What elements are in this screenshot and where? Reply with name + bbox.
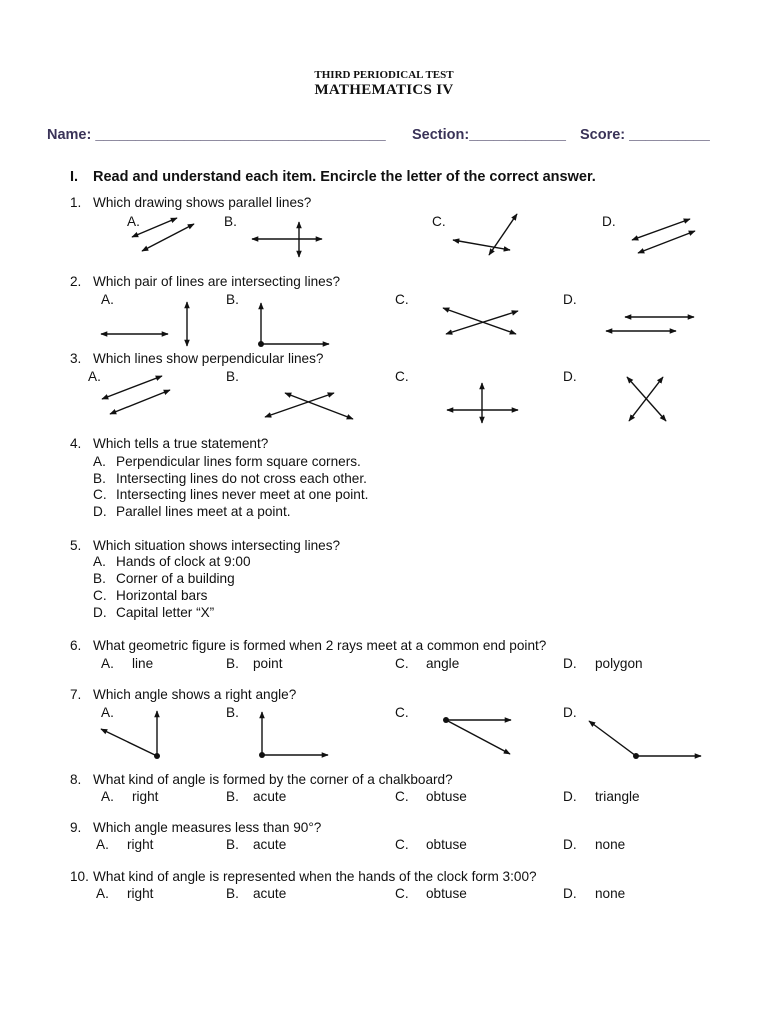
- option-text: right: [127, 837, 154, 852]
- option-letter[interactable]: B.: [93, 471, 106, 486]
- option-letter[interactable]: B.: [226, 292, 239, 307]
- option-text: Intersecting lines never meet at one point.: [116, 487, 369, 502]
- perpendicular-lines-figure-q3c[interactable]: [447, 383, 518, 423]
- option-letter[interactable]: C.: [395, 789, 409, 804]
- question-number: 3.: [70, 351, 82, 366]
- score-field[interactable]: Score: __________: [580, 127, 710, 143]
- option-text: angle: [426, 656, 460, 671]
- option-text: line: [132, 656, 154, 671]
- option-letter[interactable]: C.: [93, 588, 107, 603]
- intersecting-lines-figure-q3b[interactable]: [265, 393, 353, 419]
- question-text: What kind of angle is represented when the hands of the clock form 3:00?: [93, 869, 537, 884]
- parallel-lines-figure-q3a[interactable]: [102, 376, 170, 414]
- option-text: acute: [253, 789, 287, 804]
- question-text: Which angle measures less than 90°?: [93, 820, 322, 835]
- option-text: obtuse: [426, 886, 467, 901]
- option-text: obtuse: [426, 789, 467, 804]
- option-text: acute: [253, 837, 287, 852]
- question-number: 4.: [70, 436, 82, 451]
- option-text: Parallel lines meet at a point.: [116, 504, 291, 519]
- rays-figure-q2b[interactable]: [258, 303, 329, 347]
- option-letter[interactable]: C.: [93, 487, 107, 502]
- option-letter[interactable]: B.: [93, 571, 106, 586]
- question-number: 6.: [70, 638, 82, 653]
- option-letter[interactable]: C.: [395, 705, 409, 720]
- option-letter[interactable]: A.: [88, 369, 101, 384]
- question-number: 5.: [70, 538, 82, 553]
- option-text: right: [127, 886, 154, 901]
- option-letter[interactable]: D.: [93, 504, 107, 519]
- parallel-lines-figure-q1a[interactable]: [132, 218, 194, 251]
- question-text: Which drawing shows parallel lines?: [93, 195, 312, 210]
- option-letter[interactable]: B.: [226, 837, 239, 852]
- name-field[interactable]: Name: ____________________________________: [47, 127, 386, 143]
- question-number: 8.: [70, 772, 82, 787]
- option-letter[interactable]: A.: [101, 789, 114, 804]
- option-text: Corner of a building: [116, 571, 235, 586]
- parallel-lines-figure-q2d[interactable]: [606, 317, 694, 331]
- option-letter[interactable]: B.: [226, 789, 239, 804]
- instruction-text: Read and understand each item. Encircle the letter of the correct answer.: [93, 169, 596, 185]
- question-number: 1.: [70, 195, 82, 210]
- option-letter[interactable]: C.: [395, 369, 409, 384]
- option-letter[interactable]: B.: [226, 369, 239, 384]
- option-letter[interactable]: D.: [563, 656, 577, 671]
- option-letter[interactable]: A.: [96, 886, 109, 901]
- option-text: right: [132, 789, 159, 804]
- option-letter[interactable]: D.: [93, 605, 107, 620]
- option-letter[interactable]: B.: [226, 886, 239, 901]
- option-letter[interactable]: A.: [96, 837, 109, 852]
- option-text: none: [595, 886, 626, 901]
- intersecting-lines-figure-q1c[interactable]: [453, 214, 517, 255]
- option-letter[interactable]: A.: [93, 554, 106, 569]
- option-letter[interactable]: A.: [101, 292, 114, 307]
- option-letter[interactable]: D.: [563, 837, 577, 852]
- option-letter[interactable]: A.: [127, 214, 140, 229]
- option-letter[interactable]: C.: [395, 656, 409, 671]
- option-letter[interactable]: D.: [563, 886, 577, 901]
- question-number: 2.: [70, 274, 82, 289]
- perpendicular-lines-figure-q3d[interactable]: [627, 377, 666, 421]
- option-letter[interactable]: D.: [563, 789, 577, 804]
- option-letter[interactable]: A.: [101, 656, 114, 671]
- option-letter[interactable]: B.: [226, 656, 239, 671]
- question-text: Which pair of lines are intersecting lines?: [93, 274, 341, 289]
- option-letter[interactable]: A.: [93, 454, 106, 469]
- angle-figure-q7c[interactable]: [443, 717, 511, 754]
- option-letter[interactable]: C.: [395, 886, 409, 901]
- option-text: point: [253, 656, 283, 671]
- option-text: acute: [253, 886, 287, 901]
- section-field[interactable]: Section:____________: [412, 127, 566, 143]
- subject-title: MATHEMATICS IV: [314, 82, 454, 98]
- option-text: Perpendicular lines form square corners.: [116, 454, 361, 469]
- question-text: What geometric figure is formed when 2 rays meet at a common end point?: [93, 638, 547, 653]
- option-text: Horizontal bars: [116, 588, 208, 603]
- lines-figure-q2a[interactable]: [101, 302, 187, 346]
- option-text: polygon: [595, 656, 643, 671]
- right-angle-figure-q7b[interactable]: [259, 712, 328, 758]
- option-letter[interactable]: C.: [395, 837, 409, 852]
- question-text: What kind of angle is formed by the corner of a chalkboard?: [93, 772, 453, 787]
- angle-figure-q7d[interactable]: [589, 721, 701, 759]
- parallel-lines-figure-q1d[interactable]: [632, 219, 695, 253]
- question-number: 7.: [70, 687, 82, 702]
- option-text: Hands of clock at 9:00: [116, 554, 251, 569]
- option-text: Intersecting lines do not cross each other.: [116, 471, 367, 486]
- option-text: none: [595, 837, 626, 852]
- question-text: Which lines show perpendicular lines?: [93, 351, 324, 366]
- option-letter[interactable]: C.: [432, 214, 446, 229]
- instruction-number: I.: [70, 169, 79, 185]
- option-text: obtuse: [426, 837, 467, 852]
- question-number: 9.: [70, 820, 82, 835]
- option-letter[interactable]: D.: [563, 369, 577, 384]
- question-text: Which angle shows a right angle?: [93, 687, 297, 702]
- question-text: Which situation shows intersecting lines?: [93, 538, 341, 553]
- option-letter[interactable]: B.: [226, 705, 239, 720]
- option-letter[interactable]: D.: [563, 292, 577, 307]
- question-number: 10.: [70, 869, 89, 884]
- option-letter[interactable]: B.: [224, 214, 237, 229]
- option-letter[interactable]: C.: [395, 292, 409, 307]
- question-text: Which tells a true statement?: [93, 436, 269, 451]
- perpendicular-lines-figure-q1b[interactable]: [252, 222, 322, 257]
- option-letter[interactable]: D.: [563, 705, 577, 720]
- option-text: Capital letter “X”: [116, 605, 215, 620]
- intersecting-lines-figure-q2c[interactable]: [443, 308, 518, 334]
- option-letter[interactable]: D.: [602, 214, 616, 229]
- test-title: THIRD PERIODICAL TEST: [314, 69, 454, 81]
- option-letter[interactable]: A.: [101, 705, 114, 720]
- option-text: triangle: [595, 789, 640, 804]
